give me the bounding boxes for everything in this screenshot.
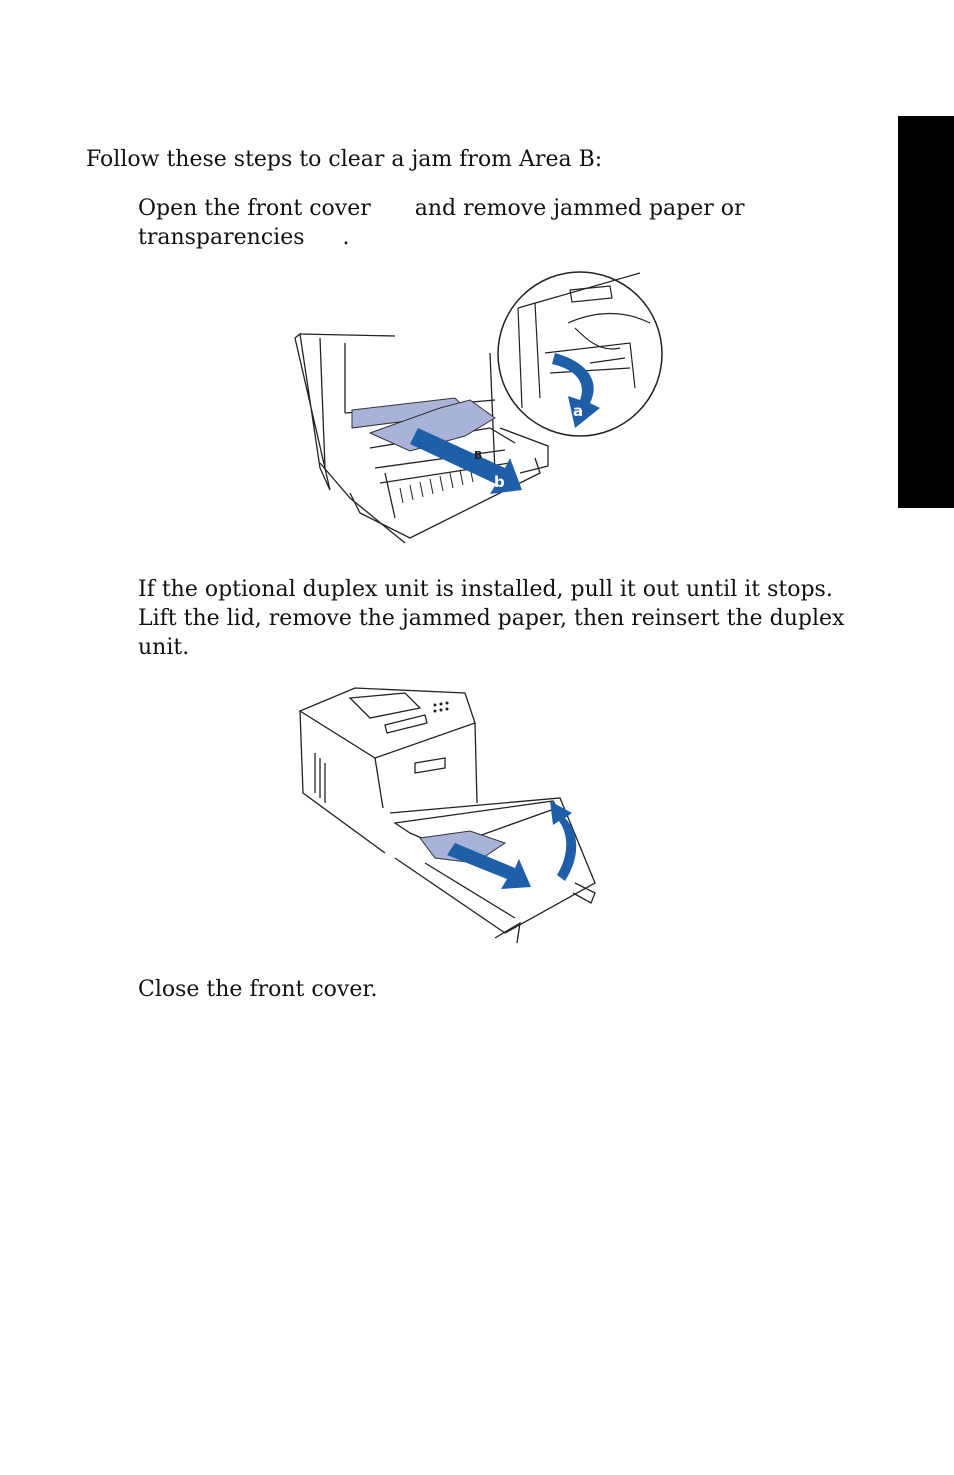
step-1-text-c: transparencies	[138, 225, 305, 250]
chapter-tab	[898, 116, 954, 508]
step-1	[138, 194, 745, 252]
step-3: Close the front cover.	[138, 977, 378, 1002]
area-label: B	[474, 449, 483, 462]
open-front-cover-illustration	[290, 268, 670, 548]
step-2-line-1: If the optional duplex unit is installed, pull it out until it stops.	[138, 577, 833, 602]
step-2-line-2: Lift the lid, remove the jammed paper, then reinsert the duplex	[138, 606, 845, 631]
intro-text: Follow these steps to clear a jam from Area B:	[86, 147, 603, 172]
duplex-unit-illustration	[295, 683, 600, 945]
step-2	[138, 575, 844, 662]
callout-a: a	[573, 402, 584, 420]
step-1-line-2	[138, 223, 745, 252]
step-1-text-d: .	[342, 225, 350, 250]
step-1-line-1	[138, 194, 745, 223]
step-2-line-3: unit.	[138, 635, 190, 660]
step-1-text-a: Open the front cover	[138, 196, 371, 221]
callout-b: b	[494, 473, 505, 491]
step-1-text-b: and remove jammed paper or	[414, 196, 745, 221]
